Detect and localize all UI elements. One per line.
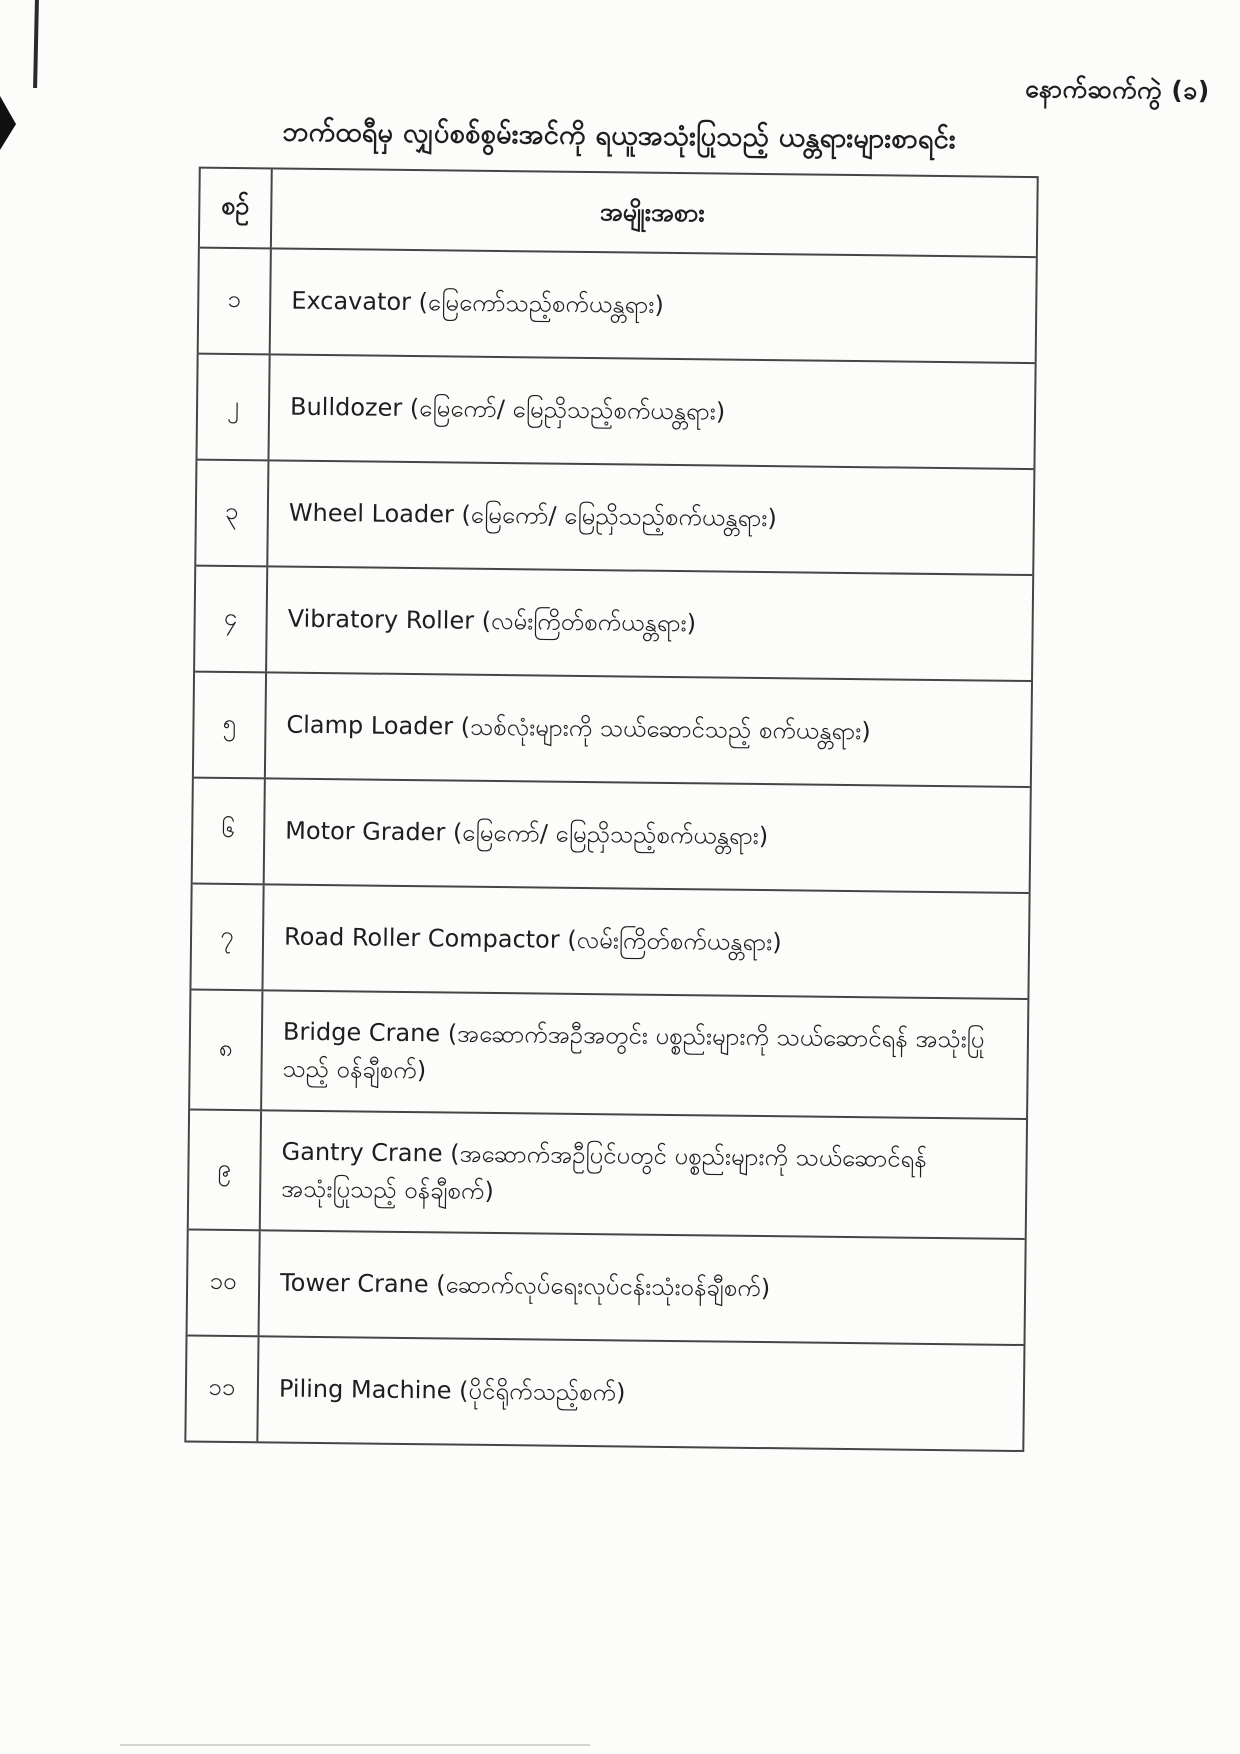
row-number: ၃ xyxy=(196,461,269,566)
header-col-no: စဉ် xyxy=(200,169,273,248)
row-label: Vibratory Roller (လမ်းကြိတ်စက်ယန္တရား) xyxy=(287,605,697,638)
row-label: Bulldozer (မြေကော်/ မြေညှိသည့်စက်ယန္တရား) xyxy=(289,393,726,426)
row-label: Piling Machine (ပိုင်ရိုက်သည့်စက်) xyxy=(278,1374,626,1407)
row-number: ၁၁ xyxy=(186,1337,259,1442)
row-label: Excavator (မြေကော်သည့်စက်ယန္တရား) xyxy=(291,287,664,320)
table-row xyxy=(189,1109,1026,1238)
table-row xyxy=(194,671,1031,786)
table-row xyxy=(191,883,1028,998)
row-number: ၁ xyxy=(199,249,272,354)
table-row xyxy=(199,247,1036,362)
table-row xyxy=(186,1335,1023,1450)
row-label: Wheel Loader (မြေကော်/ မြေညှိသည့်စက်ယန္တရား) xyxy=(288,499,777,533)
row-label: Bridge Crane (အဆောက်အဦအတွင်း ပစ္စည်းများကို သယ်ဆောင်ရန် အသုံးပြုသည့် ဝန်ချီစက်) xyxy=(282,1017,985,1085)
table-row xyxy=(196,459,1033,574)
row-label: Clamp Loader (သစ်လုံးများကို သယ်ဆောင်သည့် စက်ယန္တရား) xyxy=(286,711,871,746)
header-col-type: အမျိုးအစား xyxy=(599,196,705,227)
table-row xyxy=(188,1229,1025,1344)
table-row xyxy=(195,565,1032,680)
row-number: ၉ xyxy=(189,1111,262,1230)
row-label: Gantry Crane (အဆောက်အဦပြင်ပတွင် ပစ္စည်းများကို သယ်ဆောင်ရန် အသုံးပြုသည့် ဝန်ချီစက်) xyxy=(281,1137,927,1205)
table-row xyxy=(190,989,1027,1118)
appendix-label: နောက်ဆက်ကွဲ (ခ) xyxy=(1025,73,1210,106)
row-number: ၁၀ xyxy=(188,1231,261,1336)
row-label: Motor Grader (မြေကော်/ မြေညှိသည့်စက်ယန္တရား) xyxy=(285,817,769,851)
table-row xyxy=(197,353,1034,468)
row-number: ၆ xyxy=(193,779,266,884)
row-label: Tower Crane (ဆောက်လုပ်ရေးလုပ်ငန်းသုံးဝန်ချီစက်) xyxy=(279,1268,771,1303)
row-number: ၅ xyxy=(194,673,267,778)
table-row xyxy=(193,777,1030,892)
machinery-table xyxy=(184,167,1038,1452)
row-number: ၇ xyxy=(191,885,264,990)
row-label: Road Roller Compactor (လမ်းကြိတ်စက်ယန္တရား) xyxy=(283,923,782,957)
table-header-row xyxy=(200,169,1037,256)
page-title: ဘက်ထရီမှ လျှပ်စစ်စွမ်းအင်ကို ရယူအသုံးပြုသည့် ယန္တရားများစာရင်း xyxy=(282,116,957,156)
row-number: ၂ xyxy=(197,355,270,460)
row-number: ၈ xyxy=(190,991,263,1110)
row-number: ၄ xyxy=(195,567,268,672)
